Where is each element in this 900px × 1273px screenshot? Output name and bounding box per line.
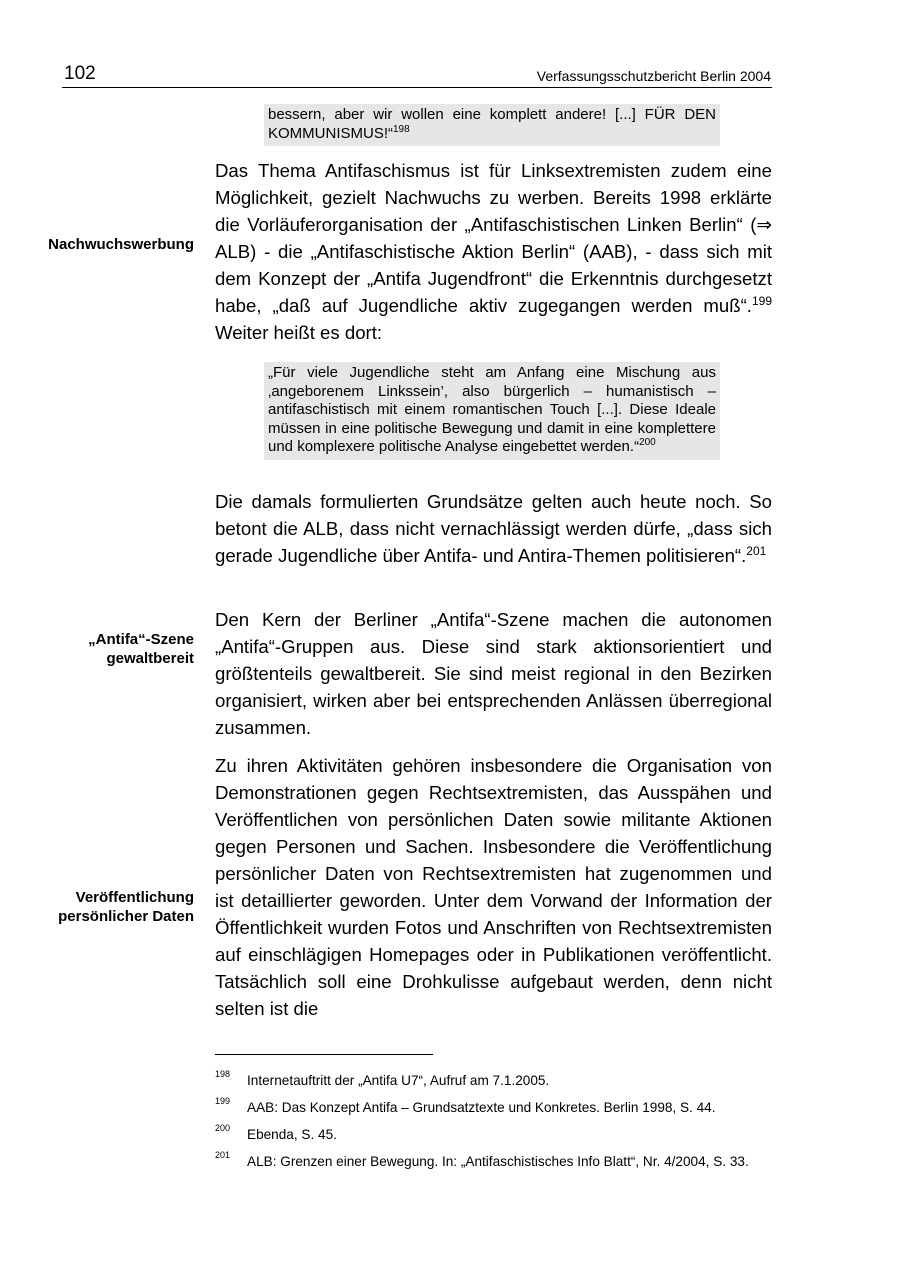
paragraph-aktivitaeten: Zu ihren Aktivitäten gehören insbesondere die Organisation von Demonstrationen gegen Rechtsextremisten, das Ausspähen und Veröffentlichen von persönlichen Daten sowie militante Aktionen gegen Personen und Sachen. Insbesondere die Veröffentlichung persönlicher Daten von Rechtsextremisten hat zugenommen und ist detaillierter geworden. Unter dem Vorwand der Information der Öffentlichkeit wurden Fotos und Anschriften von Rechtsextremisten auf einschlägigen Homepages oder in Publikationen veröffentlicht. Tatsächlich soll eine Drohkulisse aufgebaut werden, denn nicht selten ist die	[215, 755, 772, 1019]
block-quote	[264, 362, 720, 460]
margin-note-line: Nachwuchswerbung	[48, 236, 194, 253]
footnote-number: 200	[215, 1123, 231, 1133]
footnote-number: 201	[215, 1150, 231, 1160]
paragraph-text: Weiter heißt es dort:	[215, 322, 383, 343]
paragraph-nachwuchswerbung	[215, 157, 772, 346]
footnote-text: Ebenda, S. 45.	[247, 1127, 337, 1142]
margin-note-line: persönlicher Daten	[58, 907, 194, 925]
paragraph-text: Das Thema Antifaschismus ist für Linksextremisten zudem eine Möglichkeit, gezielt Nachwuchs zu werben. Bereits 1998 erklärte die Vorläuferorganisation der „Antifaschistischen Linken Berlin“ (	[215, 160, 772, 235]
footnote-ref-199: 199	[751, 293, 772, 308]
footnote	[215, 1069, 772, 1091]
footnote	[215, 1150, 772, 1190]
block-quote-continued	[264, 104, 720, 146]
footnote-ref-200: 200	[639, 437, 656, 449]
margin-note-nachwuchswerbung	[4, 236, 194, 255]
running-title: Verfassungsschutzbericht Berlin 2004	[536, 68, 771, 84]
footnote-ref-198: 198	[393, 123, 410, 135]
margin-note-veroeffentlichung	[4, 889, 194, 926]
footnote-text: ALB: Grenzen einer Bewegung. In: „Antifaschistisches Info Blatt“, Nr. 4/2004, S. 33.	[247, 1154, 749, 1169]
footnote-ref-201: 201	[746, 543, 767, 558]
margin-note-line: gewaltbereit	[106, 649, 194, 667]
footnote-text: Internetauftritt der „Antifa U7“, Aufruf am 7.1.2005.	[247, 1073, 550, 1088]
margin-note-antifa-szene	[4, 631, 194, 668]
footnote	[215, 1123, 772, 1145]
paragraph-text: Die damals formulierten Grundsätze gelten auch heute noch. So betont die ALB, dass nicht vernachlässigt werden dürfe, „dass sich gerade Jugendliche über Antifa- und Antira-Themen politisieren“.	[215, 491, 772, 566]
margin-note-line: Veröffentlichung	[75, 889, 194, 906]
paragraph-grundsaetze	[215, 488, 772, 569]
quote-text: bessern, aber wir wollen eine komplett andere! [...] FÜR DEN KOMMUNISMUS!“	[268, 106, 716, 142]
footnote	[215, 1096, 772, 1118]
footnote-number: 198	[215, 1069, 231, 1079]
footnote-text: AAB: Das Konzept Antifa – Grundsatztexte und Konkretes. Berlin 1998, S. 44.	[247, 1100, 716, 1115]
header-rule	[62, 87, 772, 88]
margin-note-line: „Antifa“-Szene	[88, 631, 194, 648]
page-number: 102	[64, 63, 96, 84]
footnote-number: 199	[215, 1096, 231, 1106]
paragraph-antifa-szene: Den Kern der Berliner „Antifa“-Szene machen die autonomen „Antifa“-Gruppen aus. Diese sind stark aktionsorientiert und größtenteils gewaltbereit. Sie sind meist regional in den Bezirken organisiert, wirken aber bei entsprechenden Anlässen überregional zusammen.	[215, 609, 772, 738]
cross-reference-arrow-icon: ⇒	[756, 214, 772, 235]
paragraph-text: ALB) - die „Antifaschistische Aktion Berlin“ (AAB), - dass sich mit dem Konzept der „Antifa Jugendfront“ die Erkenntnis durchgesetzt habe, „daß auf Jugendliche aktiv zugegangen werden muß“.	[215, 241, 772, 316]
footnote-rule	[215, 1054, 433, 1055]
quote-text: „Für viele Jugendliche steht am Anfang eine Mischung aus ‚angeborenem Linkssein’, also bürgerlich – humanistisch – antifaschistisch mit einem romantischen Touch [...]. Diese Ideale müssen in eine politische Bewegung und damit in eine komplettere und komplexere politische Analyse eingebettet werden.“	[268, 364, 716, 456]
